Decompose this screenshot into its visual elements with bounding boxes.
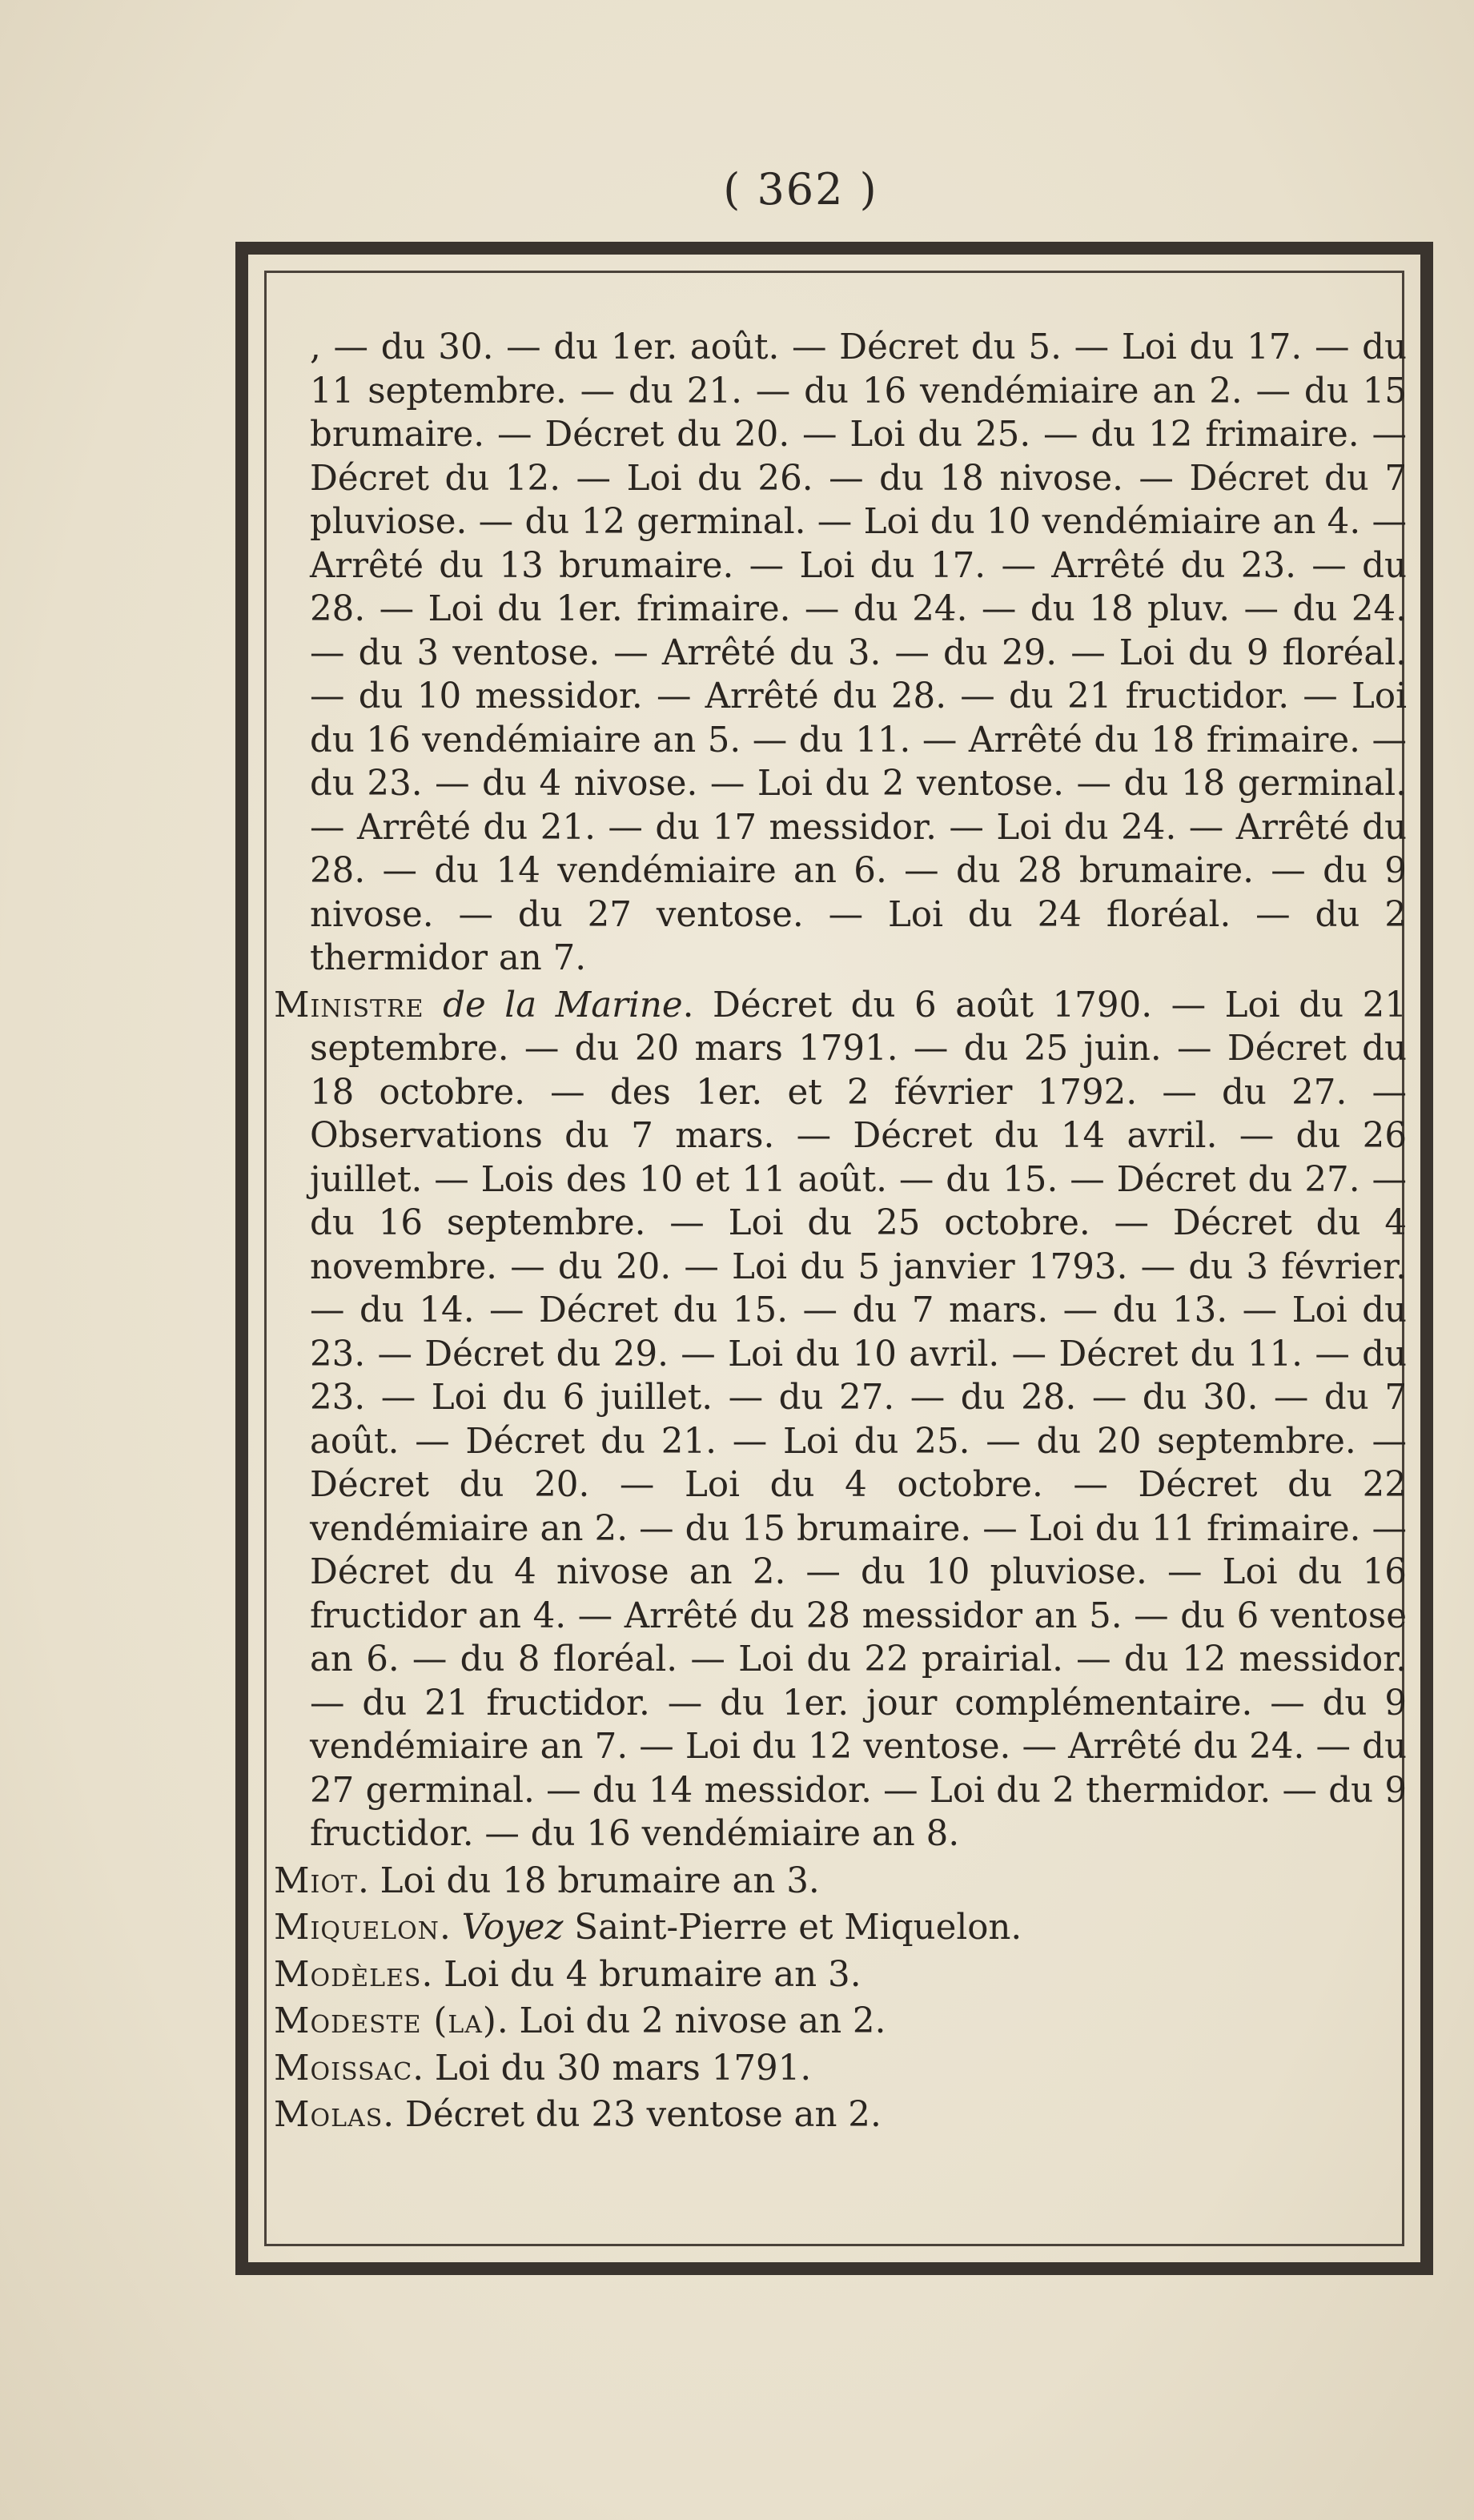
page-number: ( 362 ) — [723, 164, 878, 215]
entry-headword: Miquelon — [274, 1908, 440, 1948]
index-entry-miot — [274, 1860, 1407, 1904]
entry-text: Saint-Pierre et Miquelon. — [563, 1908, 1022, 1948]
entry-text: , — du 30. — du 1er. août. — Décret du 5. — Loi du 17. — du 11 septembre. — du 21. — du 16 vendémiaire an 2. — du 15 brumaire. — Décret du 20. — Loi du 25. — du 12 frimaire. — Décret du 12. — Loi du 26. — du 18 nivose. — Décret du 7 pluviose. — du 12 germinal. — Loi du 10 vendémiaire an 4. — Arrêté du 13 brumaire. — Loi du 17. — Arrêté du 23. — du 28. — Loi du 1er. frimaire. — du 24. — du 18 pluv. — du 24. — du 3 ventose. — Arrêté du 3. — du 29. — Loi du 9 floréal. — du 10 messidor. — Arrêté du 28. — du 21 fructidor. — Loi du 16 vendémiaire an 5. — du 11. — Arrêté du 18 frimaire. — du 23. — du 4 nivose. — Loi du 2 ventose. — du 18 germinal. — Arrêté du 21. — du 17 messidor. — Loi du 24. — Arrêté du 28. — du 14 vendémiaire an 6. — du 28 brumaire. — du 9 nivose. — du 27 ventose. — Loi du 24 floréal. — du 2 thermidor an 7. — [310, 327, 1407, 978]
index-entry-miquelon: Miquelon. Voyez Saint-Pierre et Miquelon. — [274, 1908, 1022, 1948]
entry-headword: Molas — [274, 2095, 384, 2135]
entry-headword: Ministre — [274, 985, 424, 1025]
entry-qualifier: Voyez — [461, 1908, 564, 1948]
entry-text: . Décret du 6 août 1790. — Loi du 21 septembre. — du 20 mars 1791. — du 25 juin. — Décret du 18 octobre. — des 1er. et 2 février 1792. — du 27. — Observations du 7 mars. — Décret du 14 avril. — du 26 juillet. — Lois des 10 et 11 août. — du 15. — Décret du 27. — du 16 septembre. — Loi du 25 octobre. — Décret du 4 novembre. — du 20. — Loi du 5 janvier 1793. — du 3 février. — du 14. — Décret du 15. — du 7 mars. — du 13. — Loi du 23. — Décret du 29. — Loi du 10 avril. — Décret du 11. — du 23. — Loi du 6 juillet. — du 27. — du 28. — du 30. — du 7 août. — Décret du 21. — Loi du 25. — du 20 septembre. — Décret du 20. — Loi du 4 octobre. — Décret du 22 vendémiaire an 2. — du 15 brumaire. — Loi du 11 frimaire. — Décret du 4 nivose an 2. — du 10 pluviose. — Loi du 16 fructidor an 4. — Arrêté du 28 messidor an 5. — du 6 ventose an 6. — du 8 floréal. — Loi du 22 prairial. — du 12 messidor. — du 21 fructidor. — du 1er. jour complémentaire. — du 9 vendémiaire an 7. — Loi du 12 ventose. — Arrêté du 24. — du 27 germinal. — du 14 messidor. — Loi du 2 thermidor. — du 9 fructidor. — du 16 vendémiaire an 8. — [310, 985, 1408, 1854]
entry-text: . Loi du 4 brumaire an 3. — [421, 1954, 862, 1995]
entry-text: . Décret du 23 ventose an 2. — [383, 2095, 882, 2135]
index-entry-modeles — [274, 1953, 1407, 1997]
index-entry-modeste — [274, 2000, 1407, 2044]
index-text — [274, 326, 1407, 2137]
entry-headword: Miot — [274, 1860, 358, 1901]
entry-text: . Loi du 30 mars 1791. — [412, 2048, 812, 2089]
index-entry-moissac — [274, 2047, 1407, 2091]
entry-headword: Modeste (la) — [274, 2001, 497, 2041]
entry-qualifier: de la Marine — [443, 985, 683, 1025]
entry-text: . Loi du 2 nivose an 2. — [496, 2001, 886, 2041]
entry-headword: Moissac — [274, 2048, 413, 2089]
index-entry-ministre — [274, 984, 1407, 1856]
entry-text: . Loi du 18 brumaire an 3. — [358, 1860, 820, 1901]
index-entry-molas — [274, 2093, 1407, 2137]
index-entry-continued — [274, 326, 1407, 981]
entry-headword: Modèles — [274, 1954, 422, 1995]
